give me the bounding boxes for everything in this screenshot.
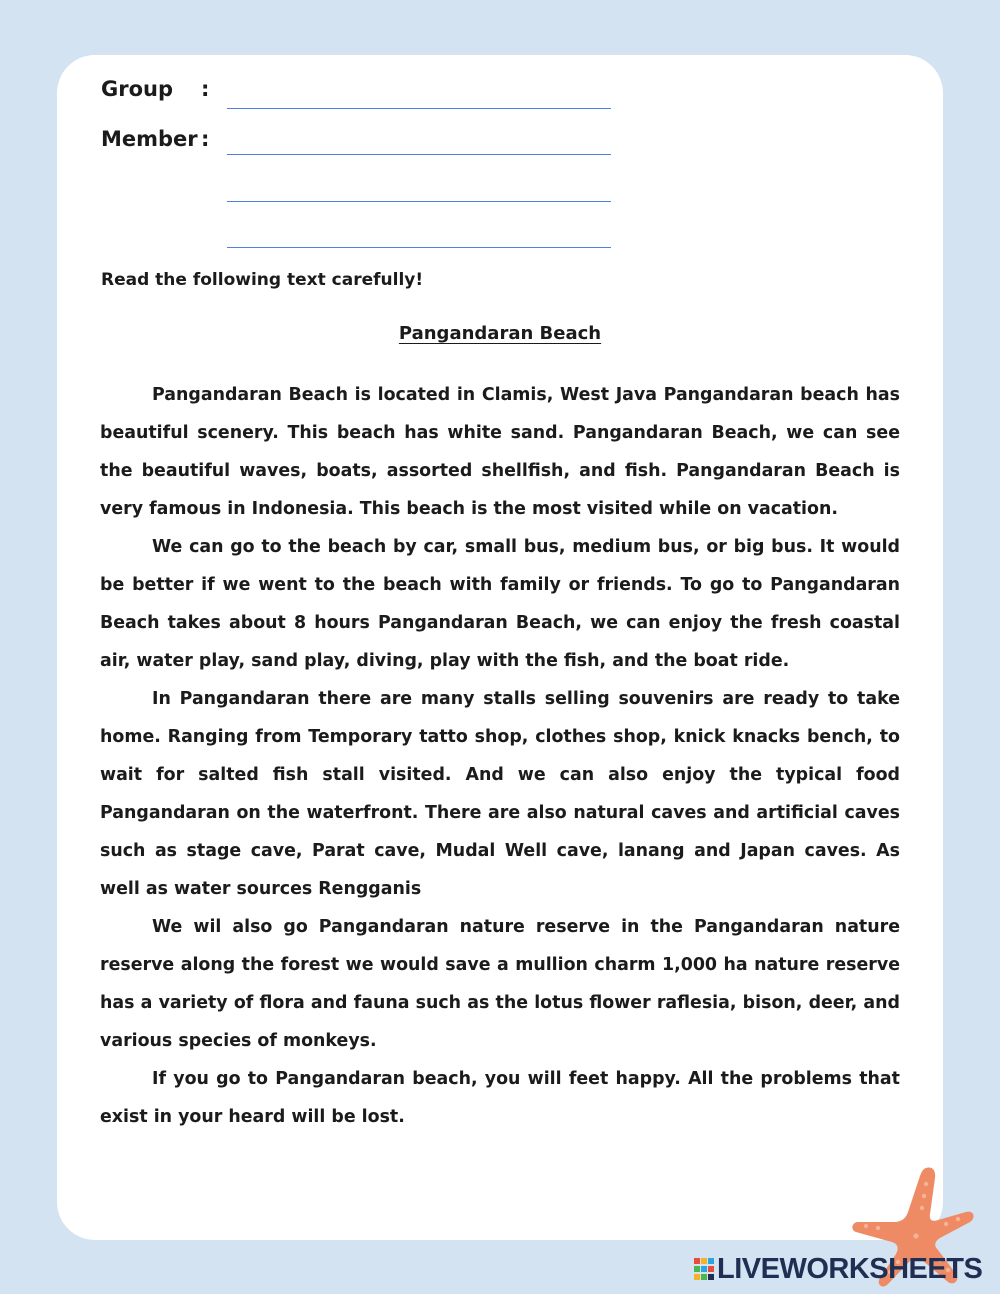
passage-title: Pangandaran Beach <box>398 323 602 344</box>
member-label: Member <box>101 127 198 151</box>
member-colon: : <box>201 127 210 151</box>
group-colon: : <box>201 77 210 101</box>
paragraph: We wil also go Pangandaran nature reserve in the Pangandaran nature reserve along the forest we would save a mullion charm 1,000 ha nature reserve has a variety of flora and fauna such as the lotus flower raflesia, bison, deer, and various species of monkeys. <box>100 917 900 1051</box>
paragraph: In Pangandaran there are many stalls selling souvenirs are ready to take home. Ranging from Temporary tatto shop, clothes shop, knick knacks bench, to wait for salted fish stall visited. And we can also enjoy the typical food Pangandaran on the waterfront. There are also natural caves and artificial caves such as stage cave, Parat cave, Mudal Well cave, lanang and Japan caves. As well as water sources Rengganis <box>100 689 900 899</box>
instruction-text: Read the following text carefully! <box>101 270 424 290</box>
paragraph: If you go to Pangandaran beach, you will feet happy. All the problems that exist in your heard will be lost. <box>100 1069 900 1127</box>
liveworksheets-logo-icon <box>694 1258 714 1280</box>
member-input-3[interactable] <box>227 221 611 248</box>
member-input-1[interactable] <box>227 128 611 155</box>
member-input-2[interactable] <box>227 175 611 202</box>
liveworksheets-branding <box>694 1252 982 1286</box>
reading-passage <box>100 376 900 1136</box>
paragraph: We can go to the beach by car, small bus, medium bus, or big bus. It would be better if we went to the beach with family or friends. To go to Pangandaran Beach takes about 8 hours Pangandaran Beach, we can enjoy the fresh coastal air, water play, sand play, diving, play with the fish, and the boat ride. <box>100 537 900 671</box>
group-input[interactable] <box>227 82 611 109</box>
paragraph: Pangandaran Beach is located in Clamis, West Java Pangandaran beach has beautiful scenery. This beach has white sand. Pangandaran Beach, we can see the beautiful waves, boats, assorted shellfish, and fish. Pangandaran Beach is very famous in Indonesia. This beach is the most visited while on vacation. <box>100 385 900 519</box>
group-label: Group <box>101 77 174 101</box>
liveworksheets-wordmark: LIVEWORKSHEETS <box>717 1252 983 1285</box>
passage-title-wrapper <box>0 323 1000 344</box>
